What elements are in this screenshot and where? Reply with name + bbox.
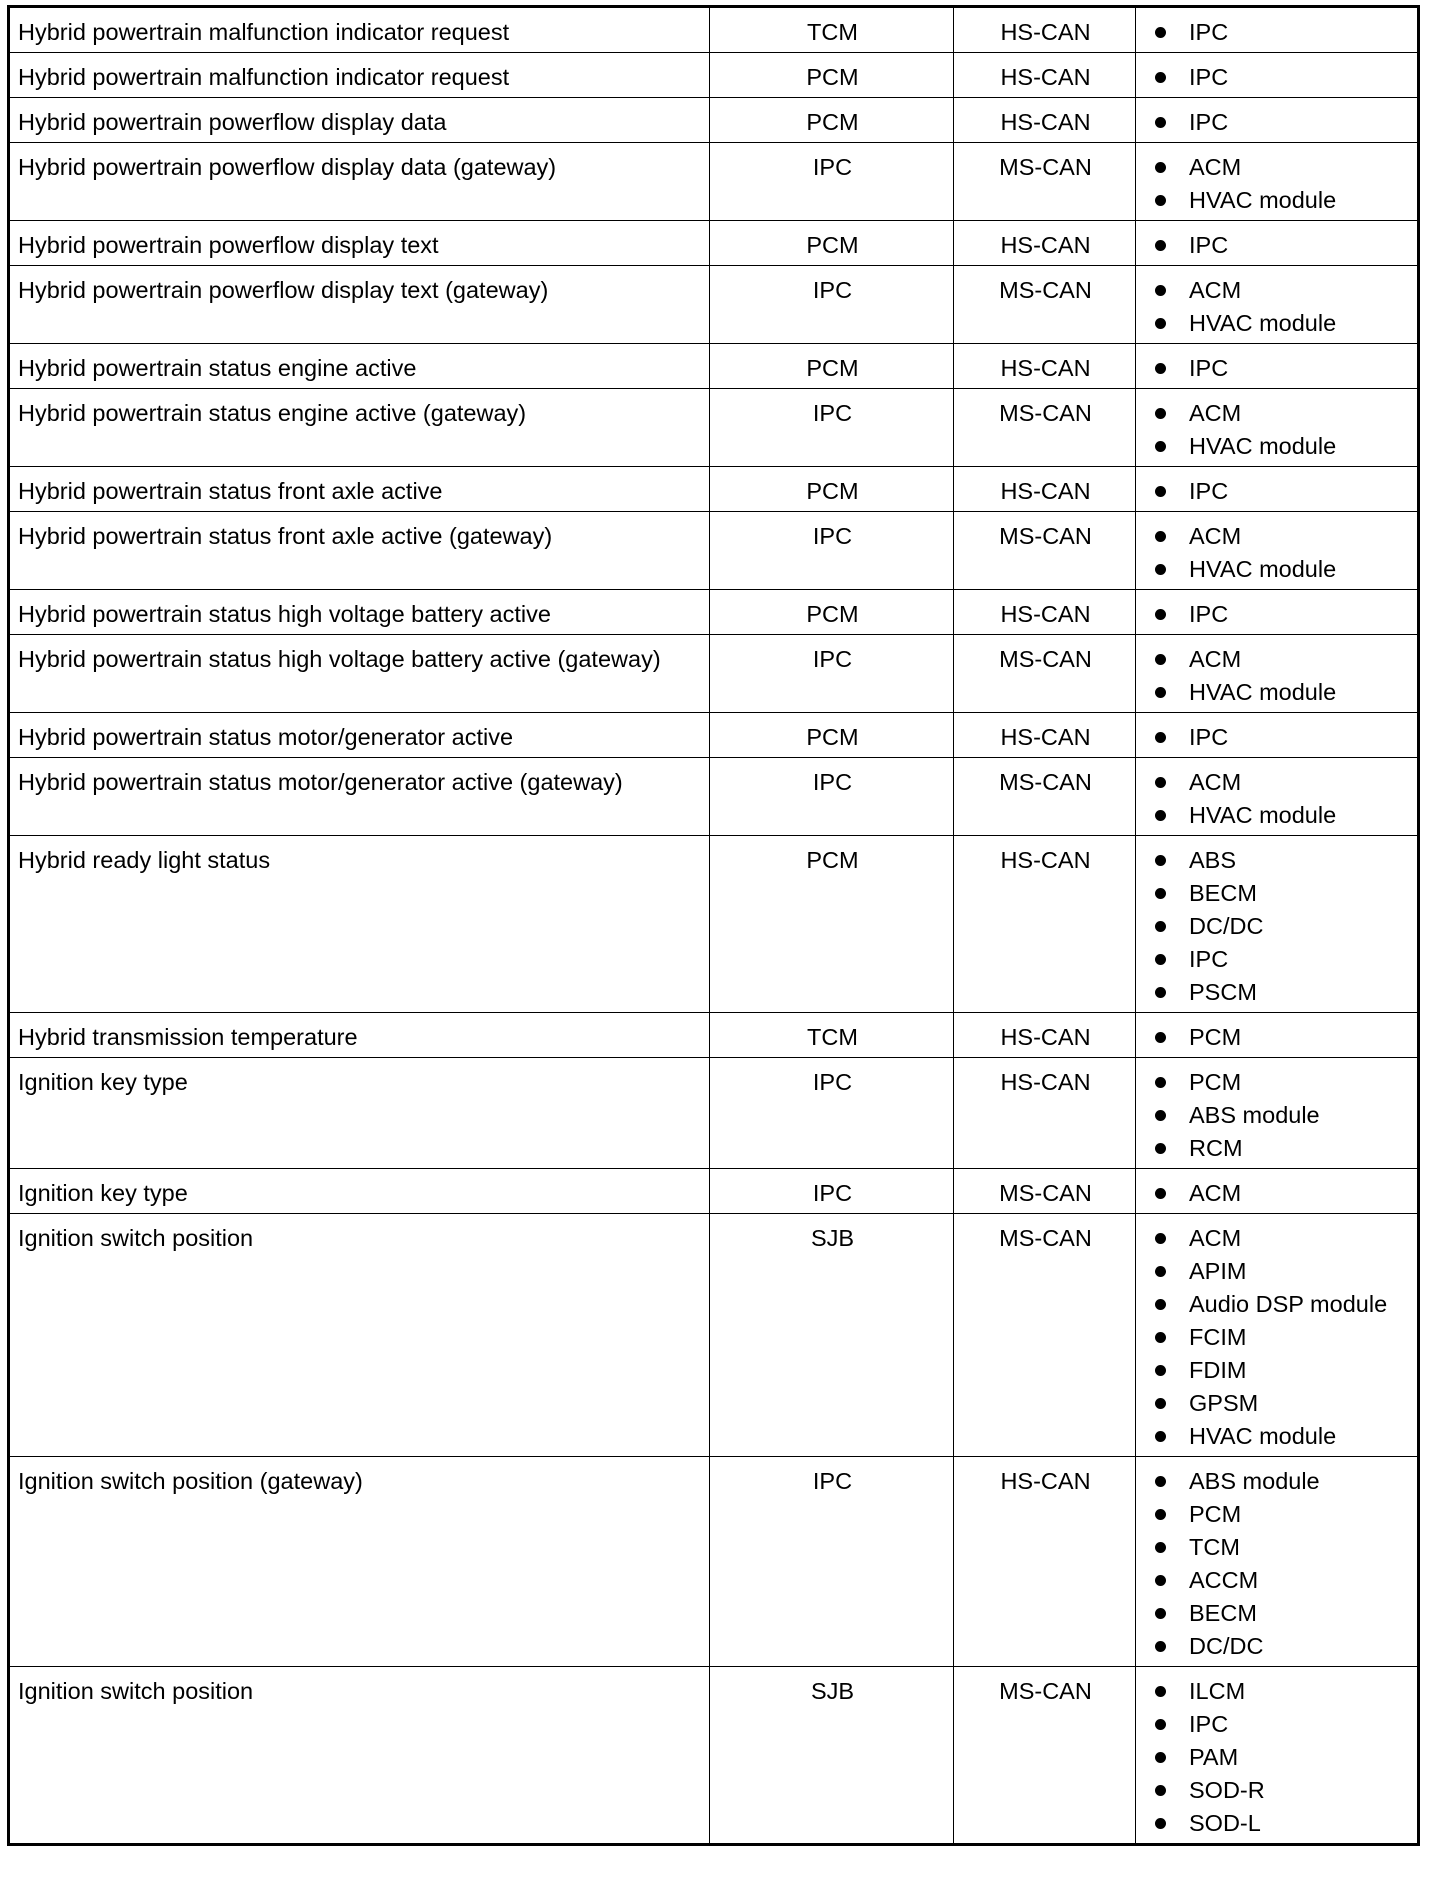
- message-cell: Hybrid powertrain status front axle active: [9, 467, 710, 512]
- table-row: [9, 1214, 1419, 1457]
- receiver-modules-cell: [1136, 143, 1419, 221]
- receiver-list-item: IPC: [1154, 1708, 1411, 1741]
- receiver-list-item: Audio DSP module: [1154, 1288, 1411, 1321]
- receiver-list-item: SOD-L: [1154, 1807, 1411, 1840]
- receiver-list: [1154, 1066, 1411, 1165]
- receiver-list-item: ACM: [1154, 151, 1411, 184]
- source-module-cell: PCM: [710, 221, 954, 266]
- table-row: [9, 1058, 1419, 1169]
- table-row: [9, 467, 1419, 512]
- receiver-list-item: ACM: [1154, 766, 1411, 799]
- receiver-list: [1154, 1675, 1411, 1840]
- source-module-cell: SJB: [710, 1214, 954, 1457]
- network-message-table: [7, 5, 1420, 1846]
- receiver-list: [1154, 1222, 1411, 1453]
- receiver-modules-cell: [1136, 1214, 1419, 1457]
- table-row: [9, 635, 1419, 713]
- receiver-list: [1154, 1465, 1411, 1663]
- table-row: [9, 1667, 1419, 1845]
- message-cell: Hybrid ready light status: [9, 836, 710, 1013]
- network-cell: MS-CAN: [954, 266, 1136, 344]
- receiver-list-item: IPC: [1154, 352, 1411, 385]
- receiver-list: [1154, 598, 1411, 631]
- message-cell: Ignition key type: [9, 1058, 710, 1169]
- receiver-list: [1154, 721, 1411, 754]
- receiver-list-item: PCM: [1154, 1498, 1411, 1531]
- receiver-list: [1154, 352, 1411, 385]
- receiver-list-item: DC/DC: [1154, 910, 1411, 943]
- source-module-cell: TCM: [710, 7, 954, 53]
- network-cell: MS-CAN: [954, 1214, 1136, 1457]
- network-cell: MS-CAN: [954, 143, 1136, 221]
- message-cell: Ignition key type: [9, 1169, 710, 1214]
- message-cell: Hybrid powertrain powerflow display text: [9, 221, 710, 266]
- receiver-list-item: PAM: [1154, 1741, 1411, 1774]
- network-cell: HS-CAN: [954, 590, 1136, 635]
- receiver-modules-cell: [1136, 266, 1419, 344]
- message-cell: Hybrid powertrain powerflow display data (gateway): [9, 143, 710, 221]
- source-module-cell: IPC: [710, 143, 954, 221]
- network-cell: MS-CAN: [954, 1667, 1136, 1845]
- message-cell: Hybrid powertrain status engine active: [9, 344, 710, 389]
- table-row: [9, 389, 1419, 467]
- table-row: [9, 344, 1419, 389]
- source-module-cell: PCM: [710, 467, 954, 512]
- source-module-cell: TCM: [710, 1013, 954, 1058]
- receiver-list-item: IPC: [1154, 721, 1411, 754]
- receiver-modules-cell: [1136, 758, 1419, 836]
- receiver-list-item: FCIM: [1154, 1321, 1411, 1354]
- message-cell: Hybrid powertrain malfunction indicator request: [9, 53, 710, 98]
- network-cell: HS-CAN: [954, 1013, 1136, 1058]
- receiver-list-item: RCM: [1154, 1132, 1411, 1165]
- message-cell: Ignition switch position (gateway): [9, 1457, 710, 1667]
- message-cell: Hybrid powertrain status motor/generator active: [9, 713, 710, 758]
- receiver-modules-cell: [1136, 221, 1419, 266]
- network-cell: HS-CAN: [954, 467, 1136, 512]
- source-module-cell: PCM: [710, 836, 954, 1013]
- message-cell: Ignition switch position: [9, 1214, 710, 1457]
- message-cell: Hybrid powertrain status high voltage battery active: [9, 590, 710, 635]
- receiver-modules-cell: [1136, 1013, 1419, 1058]
- receiver-list: [1154, 16, 1411, 49]
- receiver-list-item: BECM: [1154, 877, 1411, 910]
- receiver-list-item: DC/DC: [1154, 1630, 1411, 1663]
- receiver-modules-cell: [1136, 590, 1419, 635]
- receiver-list-item: ACM: [1154, 643, 1411, 676]
- network-cell: HS-CAN: [954, 713, 1136, 758]
- network-cell: MS-CAN: [954, 512, 1136, 590]
- network-cell: HS-CAN: [954, 836, 1136, 1013]
- source-module-cell: PCM: [710, 344, 954, 389]
- receiver-list: [1154, 397, 1411, 463]
- receiver-list: [1154, 1021, 1411, 1054]
- table-row: [9, 7, 1419, 53]
- table-row: [9, 713, 1419, 758]
- receiver-list-item: IPC: [1154, 106, 1411, 139]
- table-row: [9, 758, 1419, 836]
- receiver-list-item: TCM: [1154, 1531, 1411, 1564]
- network-cell: HS-CAN: [954, 7, 1136, 53]
- source-module-cell: IPC: [710, 635, 954, 713]
- receiver-modules-cell: [1136, 389, 1419, 467]
- source-module-cell: IPC: [710, 389, 954, 467]
- message-cell: Hybrid powertrain status front axle active (gateway): [9, 512, 710, 590]
- network-cell: HS-CAN: [954, 344, 1136, 389]
- source-module-cell: IPC: [710, 1457, 954, 1667]
- table-row: [9, 266, 1419, 344]
- message-cell: Hybrid powertrain malfunction indicator request: [9, 7, 710, 53]
- source-module-cell: PCM: [710, 98, 954, 143]
- table-body: [9, 7, 1419, 1845]
- receiver-list: [1154, 844, 1411, 1009]
- receiver-list-item: ACM: [1154, 1222, 1411, 1255]
- table-row: [9, 98, 1419, 143]
- network-cell: MS-CAN: [954, 635, 1136, 713]
- receiver-list-item: ACM: [1154, 274, 1411, 307]
- receiver-list-item: HVAC module: [1154, 799, 1411, 832]
- message-cell: Hybrid powertrain powerflow display text (gateway): [9, 266, 710, 344]
- receiver-list-item: PCM: [1154, 1066, 1411, 1099]
- source-module-cell: IPC: [710, 266, 954, 344]
- network-cell: HS-CAN: [954, 221, 1136, 266]
- receiver-list: [1154, 229, 1411, 262]
- receiver-list-item: HVAC module: [1154, 1420, 1411, 1453]
- receiver-modules-cell: [1136, 467, 1419, 512]
- receiver-list-item: HVAC module: [1154, 184, 1411, 217]
- receiver-list-item: ACM: [1154, 397, 1411, 430]
- receiver-list-item: BECM: [1154, 1597, 1411, 1630]
- table-row: [9, 221, 1419, 266]
- receiver-modules-cell: [1136, 344, 1419, 389]
- source-module-cell: PCM: [710, 590, 954, 635]
- receiver-list: [1154, 520, 1411, 586]
- receiver-list: [1154, 106, 1411, 139]
- source-module-cell: IPC: [710, 512, 954, 590]
- receiver-list-item: APIM: [1154, 1255, 1411, 1288]
- receiver-list-item: PCM: [1154, 1021, 1411, 1054]
- network-cell: HS-CAN: [954, 1457, 1136, 1667]
- table-row: [9, 590, 1419, 635]
- receiver-list-item: IPC: [1154, 61, 1411, 94]
- receiver-list-item: ILCM: [1154, 1675, 1411, 1708]
- receiver-list-item: FDIM: [1154, 1354, 1411, 1387]
- receiver-list-item: HVAC module: [1154, 553, 1411, 586]
- receiver-modules-cell: [1136, 512, 1419, 590]
- receiver-modules-cell: [1136, 635, 1419, 713]
- receiver-modules-cell: [1136, 1457, 1419, 1667]
- receiver-list-item: IPC: [1154, 16, 1411, 49]
- table-row: [9, 1457, 1419, 1667]
- receiver-list-item: ABS module: [1154, 1465, 1411, 1498]
- network-cell: MS-CAN: [954, 758, 1136, 836]
- message-cell: Hybrid transmission temperature: [9, 1013, 710, 1058]
- table-row: [9, 143, 1419, 221]
- source-module-cell: IPC: [710, 1169, 954, 1214]
- receiver-list: [1154, 766, 1411, 832]
- source-module-cell: IPC: [710, 1058, 954, 1169]
- receiver-list-item: ACCM: [1154, 1564, 1411, 1597]
- table-row: [9, 512, 1419, 590]
- receiver-list-item: IPC: [1154, 475, 1411, 508]
- receiver-list-item: ACM: [1154, 1177, 1411, 1210]
- receiver-list-item: HVAC module: [1154, 430, 1411, 463]
- source-module-cell: SJB: [710, 1667, 954, 1845]
- network-cell: HS-CAN: [954, 98, 1136, 143]
- message-cell: Ignition switch position: [9, 1667, 710, 1845]
- receiver-list-item: PSCM: [1154, 976, 1411, 1009]
- source-module-cell: PCM: [710, 713, 954, 758]
- table-row: [9, 1169, 1419, 1214]
- receiver-modules-cell: [1136, 53, 1419, 98]
- receiver-modules-cell: [1136, 1058, 1419, 1169]
- message-cell: Hybrid powertrain powerflow display data: [9, 98, 710, 143]
- receiver-list: [1154, 475, 1411, 508]
- receiver-list: [1154, 643, 1411, 709]
- network-cell: MS-CAN: [954, 1169, 1136, 1214]
- receiver-list: [1154, 274, 1411, 340]
- receiver-list-item: HVAC module: [1154, 676, 1411, 709]
- receiver-modules-cell: [1136, 1169, 1419, 1214]
- receiver-list-item: IPC: [1154, 598, 1411, 631]
- receiver-modules-cell: [1136, 713, 1419, 758]
- message-cell: Hybrid powertrain status high voltage battery active (gateway): [9, 635, 710, 713]
- receiver-modules-cell: [1136, 836, 1419, 1013]
- table-row: [9, 53, 1419, 98]
- receiver-list-item: HVAC module: [1154, 307, 1411, 340]
- receiver-list: [1154, 61, 1411, 94]
- table-row: [9, 1013, 1419, 1058]
- receiver-modules-cell: [1136, 98, 1419, 143]
- message-cell: Hybrid powertrain status engine active (gateway): [9, 389, 710, 467]
- table-row: [9, 836, 1419, 1013]
- receiver-list: [1154, 1177, 1411, 1210]
- receiver-list-item: ABS module: [1154, 1099, 1411, 1132]
- receiver-list-item: GPSM: [1154, 1387, 1411, 1420]
- receiver-list-item: ABS: [1154, 844, 1411, 877]
- receiver-modules-cell: [1136, 7, 1419, 53]
- receiver-list-item: ACM: [1154, 520, 1411, 553]
- source-module-cell: PCM: [710, 53, 954, 98]
- receiver-modules-cell: [1136, 1667, 1419, 1845]
- network-cell: HS-CAN: [954, 53, 1136, 98]
- network-cell: HS-CAN: [954, 1058, 1136, 1169]
- receiver-list: [1154, 151, 1411, 217]
- receiver-list-item: IPC: [1154, 229, 1411, 262]
- receiver-list-item: IPC: [1154, 943, 1411, 976]
- receiver-list-item: SOD-R: [1154, 1774, 1411, 1807]
- network-cell: MS-CAN: [954, 389, 1136, 467]
- source-module-cell: IPC: [710, 758, 954, 836]
- message-cell: Hybrid powertrain status motor/generator active (gateway): [9, 758, 710, 836]
